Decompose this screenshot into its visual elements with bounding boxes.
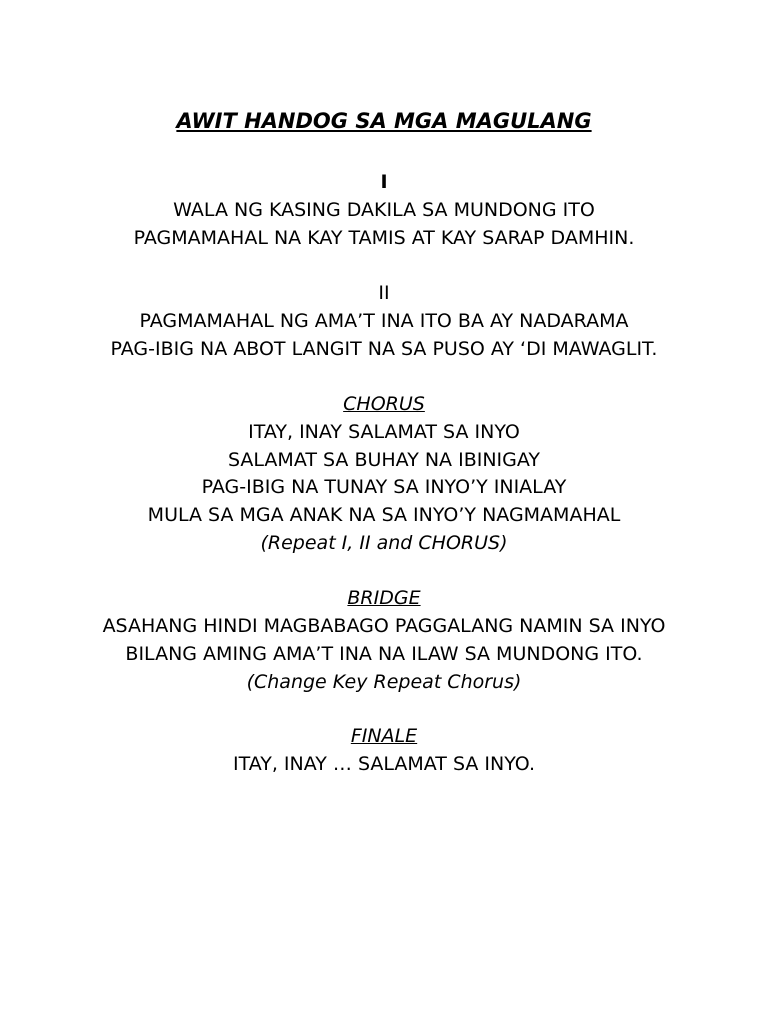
chorus-repeat-note: (Repeat I, II and CHORUS) [260, 532, 508, 554]
chorus-line-1: ITAY, INAY SALAMAT SA INYO [248, 421, 520, 443]
verse-1-line-1: WALA NG KASING DAKILA SA MUNDONG ITO [173, 199, 595, 221]
song-title: AWIT HANDOG SA MGA MAGULANG [176, 109, 592, 133]
chorus-line-2: SALAMAT SA BUHAY NA IBINIGAY [228, 449, 540, 471]
finale-heading: FINALE [350, 725, 418, 747]
verse-1-label: I [380, 171, 388, 193]
verse-2-label: II [378, 282, 390, 304]
bridge-line-1: ASAHANG HINDI MAGBABAGO PAGGALANG NAMIN SA INYO [102, 615, 666, 637]
chorus-heading: CHORUS [343, 393, 425, 415]
bridge-line-2: BILANG AMING AMA’T INA NA ILAW SA MUNDONG ITO. [125, 643, 643, 665]
chorus-line-4: MULA SA MGA ANAK NA SA INYO’Y NAGMAMAHAL [147, 504, 621, 526]
bridge-heading: BRIDGE [347, 587, 421, 609]
bridge-key-change-note: (Change Key Repeat Chorus) [246, 671, 522, 693]
verse-1-line-2: PAGMAMAHAL NA KAY TAMIS AT KAY SARAP DAMHIN. [133, 227, 635, 249]
chorus-line-3: PAG-IBIG NA TUNAY SA INYO’Y INIALAY [201, 476, 567, 498]
finale-line-1: ITAY, INAY … SALAMAT SA INYO. [232, 753, 535, 775]
verse-2-line-1: PAGMAMAHAL NG AMA’T INA ITO BA AY NADARAMA [139, 310, 629, 332]
verse-2-line-2: PAG-IBIG NA ABOT LANGIT NA SA PUSO AY ‘DI MAWAGLIT. [110, 338, 658, 360]
